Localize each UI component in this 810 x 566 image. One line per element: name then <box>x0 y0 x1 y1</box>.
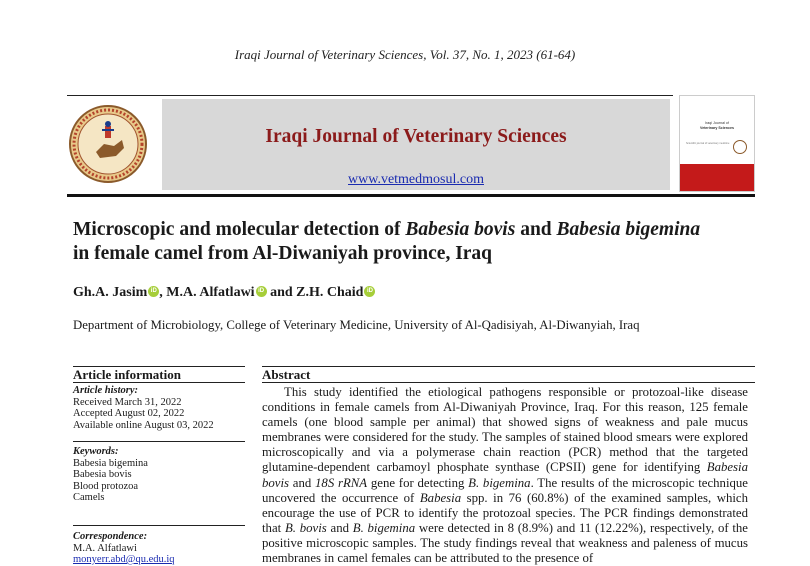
university-seal-icon <box>68 104 148 184</box>
keyword: Babesia bigemina <box>73 457 148 469</box>
author-affiliation: Department of Microbiology, College of Veterinary Medicine, University of Al-Qadisiyah, Al-Diwanyiah, Iraq <box>73 318 640 332</box>
journal-website-link[interactable]: www.vetmedmosul.com <box>348 172 484 187</box>
author-name[interactable]: M.A. Alfatlawi <box>166 285 255 300</box>
online-date: Available online August 03, 2022 <box>73 419 214 431</box>
cover-seal-icon <box>733 140 747 154</box>
keyword: Camels <box>73 492 105 503</box>
author-name[interactable]: Z.H. Chaid <box>296 285 364 300</box>
cover-accent-bar <box>680 164 754 191</box>
header-thick-rule <box>67 194 755 197</box>
article-info-heading: Article information <box>73 367 181 382</box>
journal-cover-thumbnail <box>679 95 755 192</box>
abstract-top-rule <box>262 366 755 367</box>
keywords-divider <box>73 525 245 526</box>
keyword: Blood protozoa <box>73 480 139 492</box>
orcid-icon[interactable] <box>364 286 375 297</box>
abstract-heading-rule <box>262 382 755 383</box>
abstract-heading: Abstract <box>262 367 311 382</box>
correspondence-email-link[interactable]: monyerr.abd@qu.edu.iq <box>73 554 175 565</box>
abstract-text: This study identified the etiological pathogens responsible or protozoal-like disease conditions in female camels from Al-Diwaniyah Province, Iraq. For this reason, 125 female camels (one blood sample per animal) that showed signs of weakness and pale mucus membranes were considered for the study. The samples of stained blood smears were explored microscopically and via a polymerase chain reaction (PCR) method that the targeted glutamine-dependent carbamoyl phosphate synthase (CPSII) gene for identifying Babesia bovis and 18S rRNA gene for detecting B. bigemina. The results of the microscopic technique uncovered the occurrence of Babesia spp. in 76 (60.8%) of the examined samples, which encourage the use of PCR to identify the protozoal species. The PCR findings demonstrated that B. bovis and B. bigemina were detected in 8 (8.9%) and 11 (12.22%), respectively, of the positive microscopic samples. The study findings reveal that weakness and paleness of mucus membranes in camel females can be attributed to the presence of <box>262 385 748 566</box>
history-label: Article history: <box>73 385 139 396</box>
correspondence-label: Correspondence: <box>73 531 148 542</box>
author-name[interactable]: Gh.A. Jasim <box>73 285 148 300</box>
journal-citation: Iraqi Journal of Veterinary Sciences, Vol. 37, No. 1, 2023 (61-64) <box>234 47 576 62</box>
header-rule <box>67 95 673 96</box>
received-date: Received March 31, 2022 <box>73 396 182 408</box>
article-history <box>73 385 253 431</box>
orcid-icon[interactable] <box>148 286 159 297</box>
cover-title: Iraqi Journal of Veterinary Sciences <box>700 121 734 130</box>
info-heading-rule <box>73 382 245 383</box>
accepted-date: Accepted August 02, 2022 <box>73 408 185 419</box>
correspondence-section <box>73 531 253 566</box>
history-divider <box>73 441 245 442</box>
correspondent-name: M.A. Alfatlawi <box>73 542 137 554</box>
author-list: Gh.A. JasimiD , M.A. AlfatlawiiD and Z.H. ChaidiD <box>73 285 375 301</box>
keywords-label: Keywords: <box>73 446 119 457</box>
cover-fine-print: Scientific journal of veterinary medicine <box>686 142 730 145</box>
keyword: Babesia bovis <box>73 469 132 480</box>
article-title: Microscopic and molecular detection of Babesia bovis and Babesia bigemina in female camel from Al-Diwaniyah province, Iraq <box>73 219 701 264</box>
keywords-section <box>73 446 253 504</box>
journal-name: Iraqi Journal of Veterinary Sciences <box>265 126 567 147</box>
orcid-icon[interactable] <box>256 286 267 297</box>
